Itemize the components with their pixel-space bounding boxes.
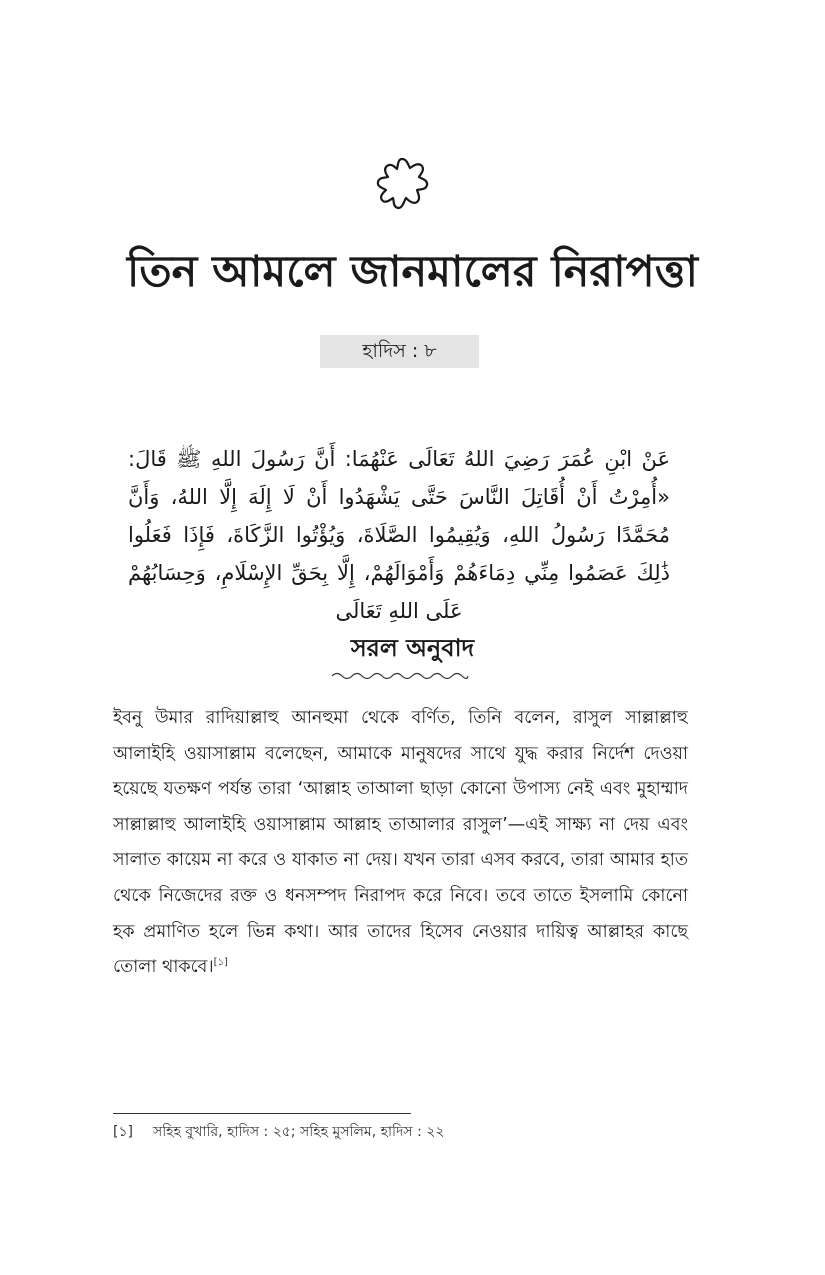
footnote (113, 1121, 688, 1143)
wavy-underline-ornament (330, 670, 470, 682)
arabic-hadith-text: عَنْ ابْنِ عُمَرَ رَضِيَ اللهُ تَعَالَى عَنْهُمَا: أَنَّ رَسُولَ اللهِ ﷺ قَالَ: «أُمِرْتُ أَنْ أُقَاتِلَ النَّاسَ حَتَّى يَشْهَدُوا أَنْ لَا إِلَهَ إِلَّا اللهُ، وَأَنَّ مُحَمَّدًا رَسُولُ اللهِ، وَيُقِيمُوا الصَّلَاةَ، وَيُؤْتُوا الزَّكَاةَ، فَإِذَا فَعَلُوا ذَٰلِكَ عَصَمُوا مِنِّي دِمَاءَهُمْ وَأَمْوَالَهُمْ، إِلَّا بِحَقِّ الإِسْلَامِ، وَحِسَابُهُمْ عَلَى اللهِ تَعَالَى (128, 447, 670, 623)
hadith-number-badge: হাদিস : ৮ (320, 335, 479, 368)
footnote-reference[interactable]: [১] (213, 957, 228, 969)
section-heading: সরল অনুবাদ (350, 633, 475, 662)
footnote-text: সহিহ বুখারি, হাদিস : ২৫; সহিহ মুসলিম, হাদিস : ২২ (153, 1124, 445, 1140)
footnote-number: [১] (113, 1124, 134, 1140)
chapter-title: তিন আমলে জানমালের নিরাপত্তা (127, 247, 698, 297)
flower-ornament-icon (371, 153, 433, 215)
footnote-divider (113, 1113, 411, 1114)
translation-paragraph (113, 701, 688, 986)
translation-text: ইবনু উমার রাদিয়াল্লাহু আনহুমা থেকে বর্ণিত, তিনি বলেন, রাসুল সাল্লাল্লাহু আলাইহি ওয়াসাল্লাম বলেছেন, আমাকে মানুষদের সাথে যুদ্ধ করার নির্দেশ দেওয়া হয়েছে যতক্ষণ পর্যন্ত তারা ‘আল্লাহ তাআলা ছাড়া কোনো উপাস্য নেই এবং মুহাম্মাদ সাল্লাল্লাহু আলাইহি ওয়াসাল্লাম আল্লাহ তাআলার রাসুল’—এই সাক্ষ্য না দেয় এবং সালাত কায়েম না করে ও যাকাত না দেয়। যখন তারা এসব করবে, তারা আমার হাত থেকে নিজেদের রক্ত ও ধনসম্পদ নিরাপদ করে নিবে। তবে তাতে ইসলামি কোনো হক প্রমাণিত হলে ভিন্ন কথা। আর তাদের হিসেব নেওয়ার দায়িত্ব আল্লাহর কাছে তোলা থাকবে। (113, 708, 688, 978)
